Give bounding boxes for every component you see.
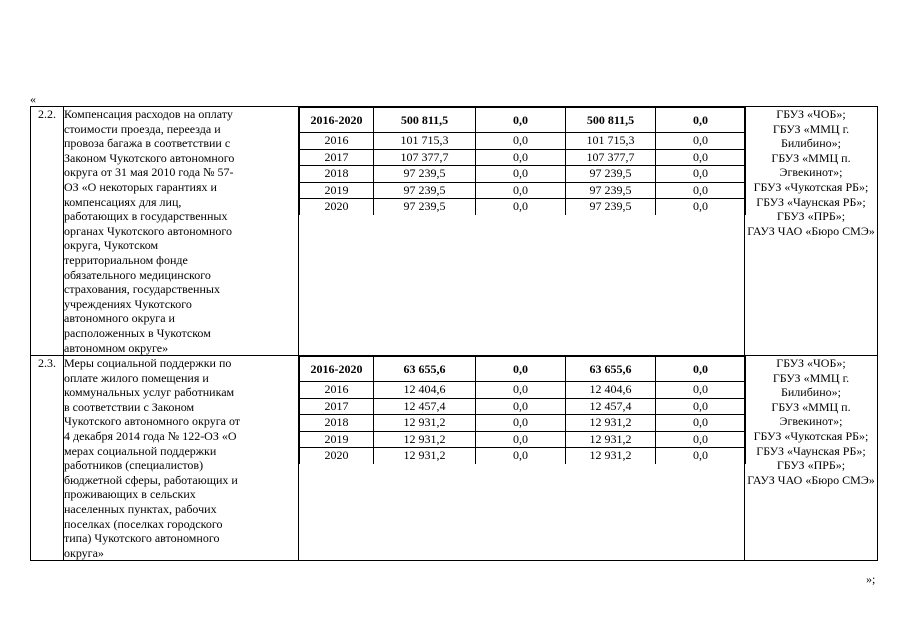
year-cell: 2019 xyxy=(300,182,374,199)
regional-cell: 101 715,3 xyxy=(566,133,656,150)
description-line: 4 декабря 2014 года № 122-ОЗ «О xyxy=(64,429,237,444)
description-line: органах Чукотского автономного xyxy=(64,223,233,238)
period-total-row xyxy=(300,108,746,133)
executor-item: ГБУЗ «ПРБ»; xyxy=(776,458,846,473)
description-line: территориальном фонде xyxy=(64,252,188,267)
description-line: Компенсация расходов на оплату xyxy=(64,107,233,121)
regional-cell: 63 655,6 xyxy=(566,357,656,382)
regional-cell: 12 404,6 xyxy=(566,382,656,399)
total-cell: 500 811,5 xyxy=(374,108,476,133)
regional-cell: 107 377,7 xyxy=(566,149,656,166)
federal-cell: 0,0 xyxy=(476,357,566,382)
other-cell: 0,0 xyxy=(656,357,746,382)
year-row xyxy=(300,431,746,448)
executor-item: ГБУЗ «ММЦ г. Билибино»; xyxy=(772,370,850,400)
total-cell: 97 239,5 xyxy=(374,199,476,215)
description-line: коммунальных услуг работникам xyxy=(64,385,235,400)
year-row xyxy=(300,166,746,183)
other-cell: 0,0 xyxy=(656,166,746,183)
program-table xyxy=(30,106,878,561)
funding-cell xyxy=(299,356,745,561)
executor-item: ГБУЗ «ММЦ п. Эгвекинот»; xyxy=(771,150,851,180)
row-number: 2.3. xyxy=(31,356,64,561)
measure-description xyxy=(64,356,299,561)
total-cell: 97 239,5 xyxy=(374,182,476,199)
executor-item: ГБУЗ «Чаунская РБ»; xyxy=(756,194,866,209)
year-row xyxy=(300,382,746,399)
year-cell: 2018 xyxy=(300,415,374,432)
table-row xyxy=(31,107,878,356)
executor-item: ГБУЗ «ПРБ»; xyxy=(776,209,846,224)
description-line: типа) Чукотского автономного xyxy=(64,531,220,546)
description-line: поселках (поселках городского xyxy=(64,516,223,531)
federal-cell: 0,0 xyxy=(476,448,566,464)
description-line: мерах социальной поддержки xyxy=(64,443,217,458)
description-line: Чукотского автономного округа от xyxy=(64,414,241,429)
other-cell: 0,0 xyxy=(656,431,746,448)
description-line: компенсациях для лиц, xyxy=(64,194,182,209)
executor-item: ГБУЗ «ЧОБ»; xyxy=(776,107,846,121)
year-cell: 2018 xyxy=(300,166,374,183)
description-line: в соответствии с Законом xyxy=(64,399,195,414)
year-cell: 2017 xyxy=(300,398,374,415)
description-line: обязательного медицинского xyxy=(64,267,211,282)
regional-cell: 12 931,2 xyxy=(566,415,656,432)
row-number: 2.2. xyxy=(31,107,64,356)
executor-item: ГАУЗ ЧАО «Бюро СМЭ» xyxy=(747,472,875,487)
other-cell: 0,0 xyxy=(656,415,746,432)
executor-item: ГБУЗ «Чукотская РБ»; xyxy=(753,179,869,194)
other-cell: 0,0 xyxy=(656,398,746,415)
other-cell: 0,0 xyxy=(656,448,746,464)
total-cell: 97 239,5 xyxy=(374,166,476,183)
table-row xyxy=(31,356,878,561)
executor-item: ГБУЗ «ЧОБ»; xyxy=(776,356,846,371)
executor-item: ГБУЗ «ММЦ г. Билибино»; xyxy=(772,121,850,151)
year-cell: 2016-2020 xyxy=(300,108,374,133)
description-line: работающих в государственных xyxy=(64,209,228,224)
description-line: округа, Чукотском xyxy=(64,238,159,253)
executors-list xyxy=(744,356,877,561)
year-row xyxy=(300,448,746,464)
funding-grid xyxy=(299,356,746,464)
other-cell: 0,0 xyxy=(656,182,746,199)
opening-quote: « xyxy=(30,92,36,106)
other-cell: 0,0 xyxy=(656,108,746,133)
federal-cell: 0,0 xyxy=(476,108,566,133)
description-line: Меры социальной поддержки по xyxy=(64,356,232,371)
year-row xyxy=(300,182,746,199)
description-line: проживающих в сельских xyxy=(64,487,196,502)
year-cell: 2020 xyxy=(300,448,374,464)
federal-cell: 0,0 xyxy=(476,382,566,399)
federal-cell: 0,0 xyxy=(476,182,566,199)
year-cell: 2016 xyxy=(300,133,374,150)
description-line: работников (специалистов) xyxy=(64,458,204,473)
total-cell: 63 655,6 xyxy=(374,357,476,382)
description-line: округа от 31 мая 2010 года № 57- xyxy=(64,165,234,180)
description-line: провоза багажа в соответствии с xyxy=(64,136,231,151)
year-cell: 2019 xyxy=(300,431,374,448)
regional-cell: 97 239,5 xyxy=(566,199,656,215)
description-line: Законом Чукотского автономного xyxy=(64,150,235,165)
description-line: страхования, государственных xyxy=(64,282,220,297)
federal-cell: 0,0 xyxy=(476,133,566,150)
total-cell: 101 715,3 xyxy=(374,133,476,150)
total-cell: 12 931,2 xyxy=(374,431,476,448)
executor-item: ГБУЗ «Чукотская РБ»; xyxy=(753,429,869,444)
description-line: учреждениях Чукотского xyxy=(64,296,192,311)
period-total-row xyxy=(300,357,746,382)
regional-cell: 97 239,5 xyxy=(566,182,656,199)
description-line: округа» xyxy=(64,545,104,560)
total-cell: 12 404,6 xyxy=(374,382,476,399)
regional-cell: 12 457,4 xyxy=(566,398,656,415)
other-cell: 0,0 xyxy=(656,199,746,215)
description-line: автономного округа и xyxy=(64,311,175,326)
federal-cell: 0,0 xyxy=(476,149,566,166)
year-cell: 2020 xyxy=(300,199,374,215)
executors-list xyxy=(744,107,877,356)
other-cell: 0,0 xyxy=(656,382,746,399)
federal-cell: 0,0 xyxy=(476,415,566,432)
funding-cell xyxy=(299,107,745,356)
executor-item: ГБУЗ «ММЦ п. Эгвекинот»; xyxy=(771,399,851,429)
description-line: расположенных в Чукотском xyxy=(64,325,211,340)
federal-cell: 0,0 xyxy=(476,398,566,415)
executor-item: ГБУЗ «Чаунская РБ»; xyxy=(756,443,866,458)
description-line: автономном округе» xyxy=(64,340,169,355)
total-cell: 12 457,4 xyxy=(374,398,476,415)
other-cell: 0,0 xyxy=(656,149,746,166)
description-line: населенных пунктах, рабочих xyxy=(64,502,217,517)
year-row xyxy=(300,415,746,432)
year-row xyxy=(300,149,746,166)
executor-item: ГАУЗ ЧАО «Бюро СМЭ» xyxy=(747,223,875,238)
federal-cell: 0,0 xyxy=(476,166,566,183)
other-cell: 0,0 xyxy=(656,133,746,150)
measure-description xyxy=(64,107,299,356)
federal-cell: 0,0 xyxy=(476,431,566,448)
regional-cell: 97 239,5 xyxy=(566,166,656,183)
year-cell: 2017 xyxy=(300,149,374,166)
total-cell: 107 377,7 xyxy=(374,149,476,166)
description-line: оплате жилого помещения и xyxy=(64,370,209,385)
year-row xyxy=(300,398,746,415)
year-cell: 2016-2020 xyxy=(300,357,374,382)
regional-cell: 12 931,2 xyxy=(566,431,656,448)
year-row xyxy=(300,133,746,150)
year-cell: 2016 xyxy=(300,382,374,399)
funding-grid xyxy=(299,107,746,215)
closing-quote: »; xyxy=(866,572,876,586)
regional-cell: 500 811,5 xyxy=(566,108,656,133)
description-line: бюджетной сферы, работающих и xyxy=(64,472,238,487)
total-cell: 12 931,2 xyxy=(374,448,476,464)
description-line: стоимости проезда, переезда и xyxy=(64,121,221,136)
federal-cell: 0,0 xyxy=(476,199,566,215)
total-cell: 12 931,2 xyxy=(374,415,476,432)
description-line: ОЗ «О некоторых гарантиях и xyxy=(64,179,217,194)
year-row xyxy=(300,199,746,215)
regional-cell: 12 931,2 xyxy=(566,448,656,464)
